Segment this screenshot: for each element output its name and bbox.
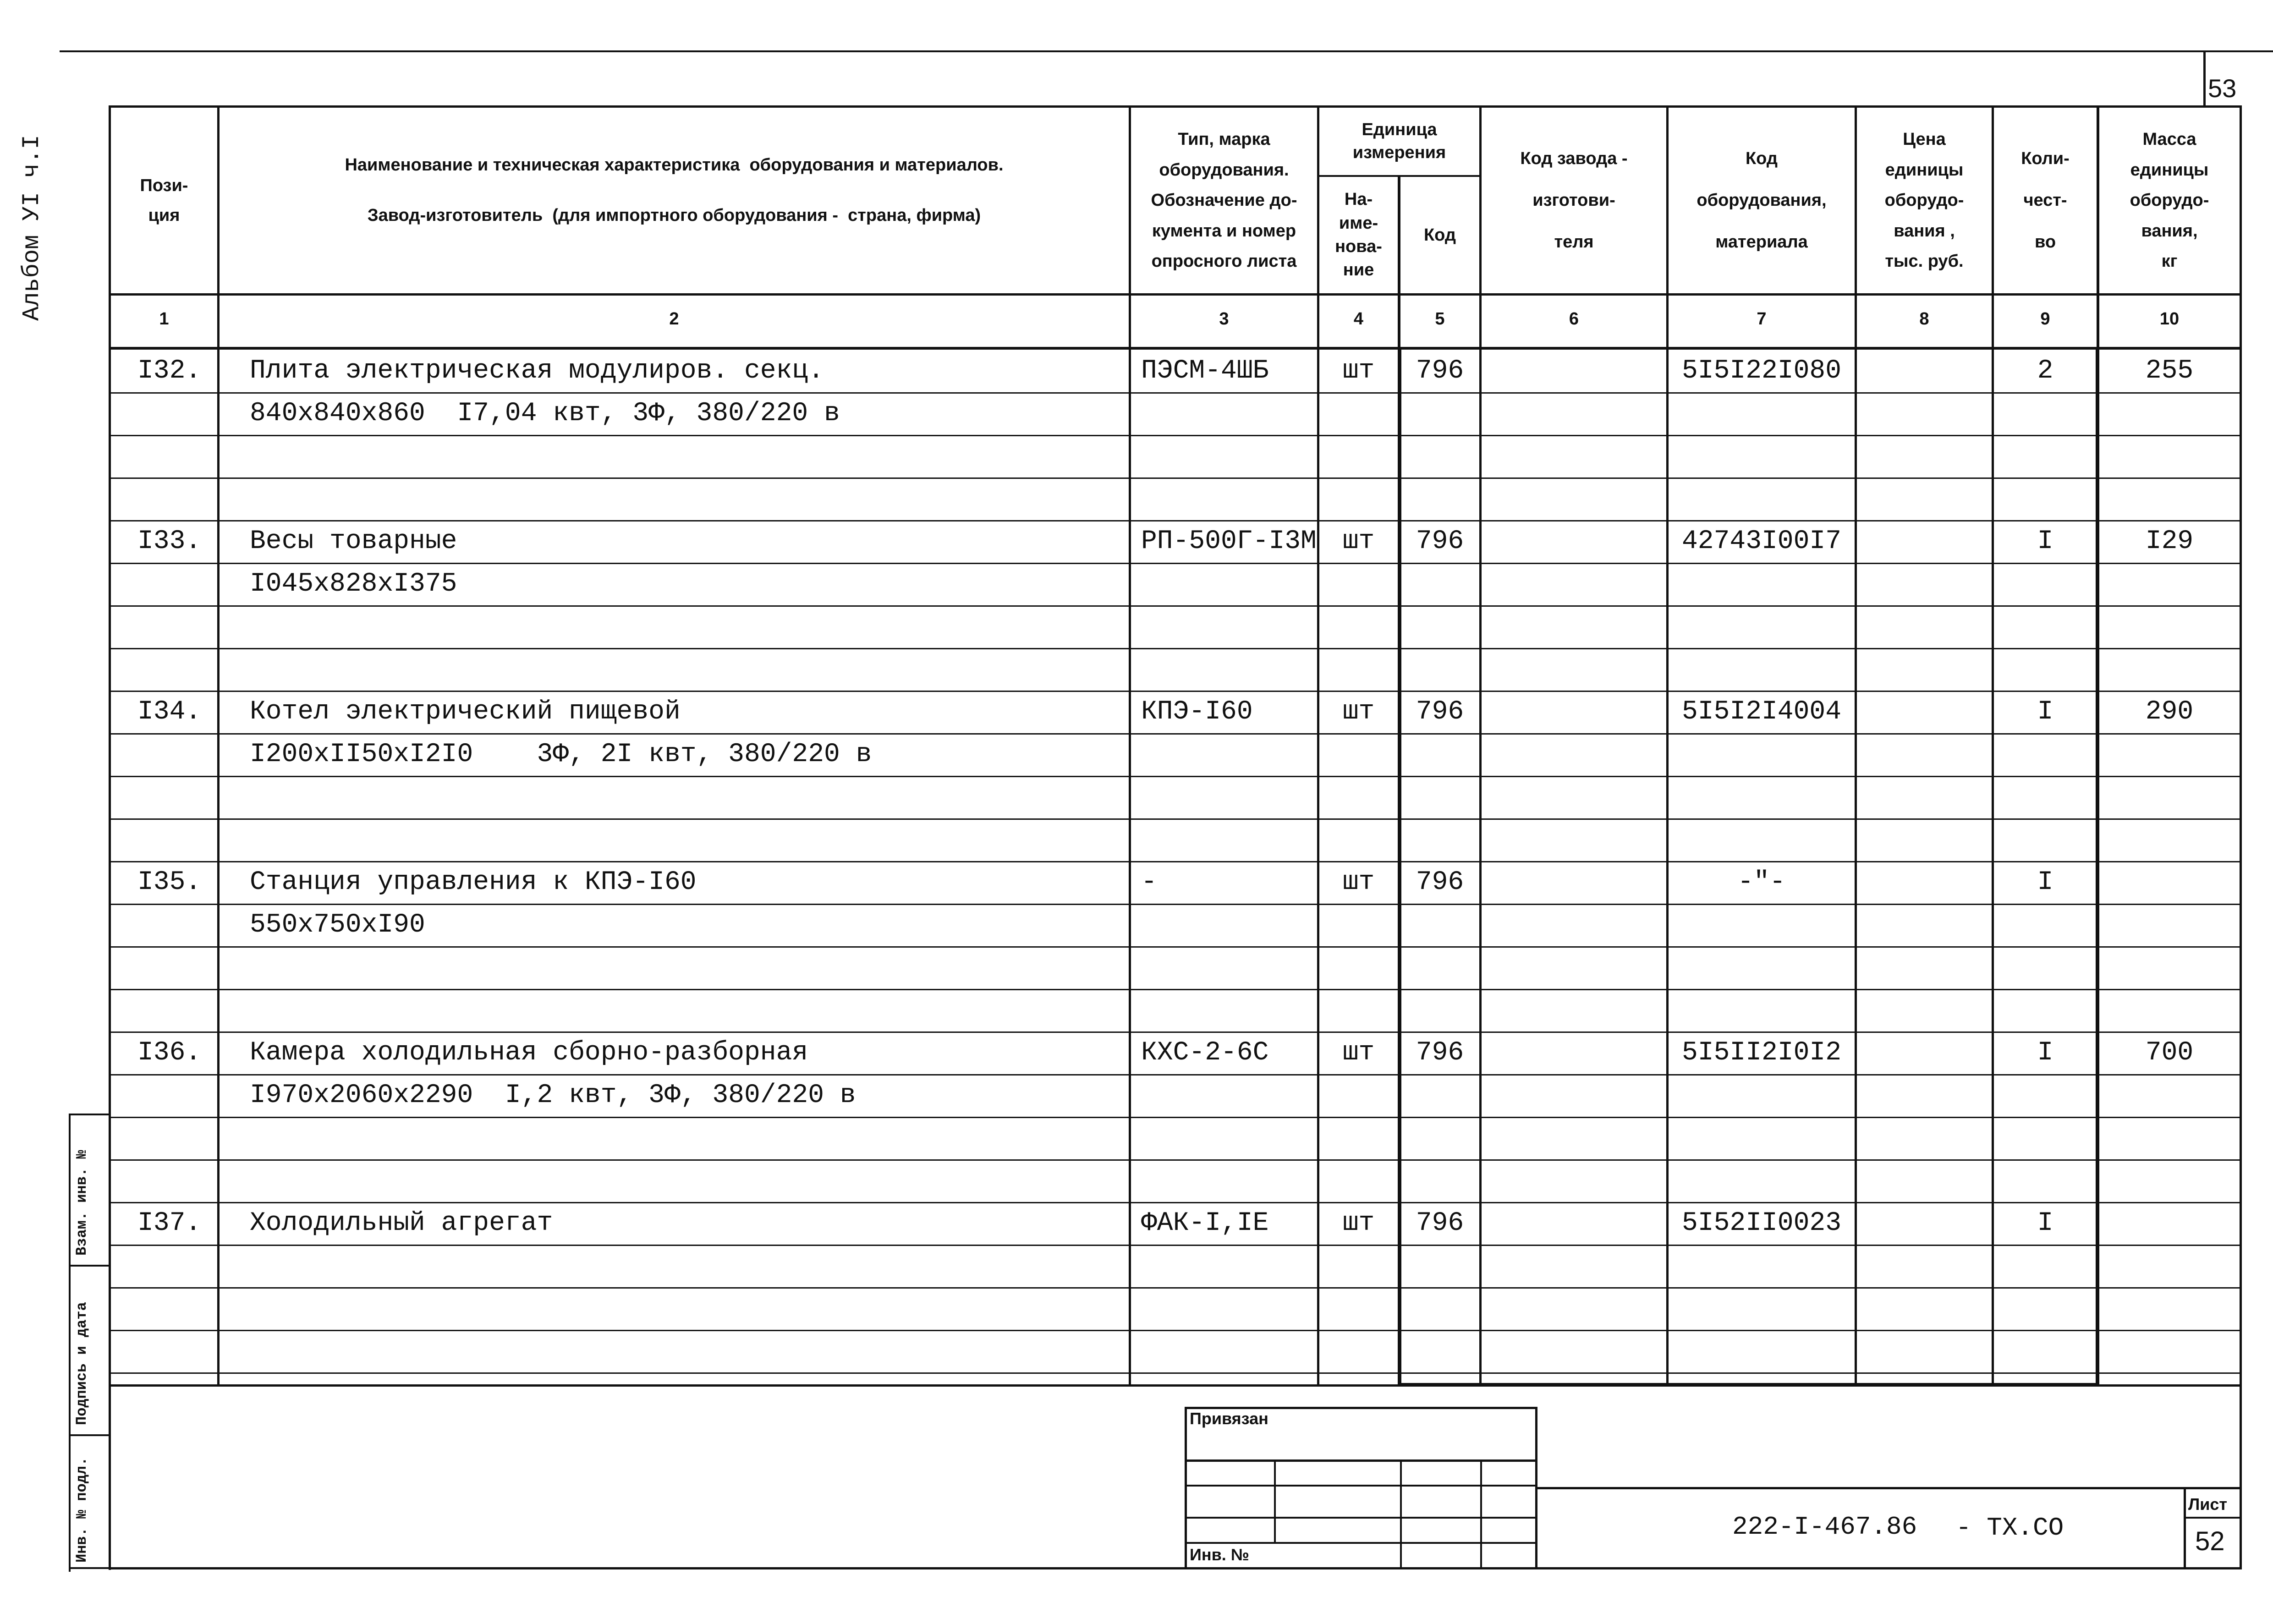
item-spec: 840х840х860 I7,04 квт, 3Ф, 380/220 в	[250, 399, 840, 428]
item-eq-code: 5I5I22I080	[1681, 356, 1842, 386]
margin-strip-h4	[69, 1567, 109, 1569]
header-bottom-line	[109, 293, 2242, 296]
item-qty: I	[2037, 1208, 2053, 1238]
item-spec: I970х2060х2290 I,2 квт, 3Ф, 380/220 в	[250, 1081, 856, 1110]
header-mass: Масса единицы оборудо- вания, кг	[2130, 130, 2209, 271]
album-label: Альбом УI ч.I	[18, 135, 45, 321]
header-factory-code: Код завода - изготови- теля	[1520, 148, 1628, 252]
item-code: 796	[1416, 356, 1464, 386]
item-spec: 550х750хI90	[250, 910, 425, 940]
item-code: 796	[1416, 1208, 1464, 1238]
item-pos: I35.	[137, 867, 202, 897]
row-line	[109, 1245, 2242, 1246]
item-unit: шт	[1342, 867, 1375, 897]
col-num-1: 1	[159, 309, 169, 329]
header-unit-name: На- име- нова- ние	[1335, 190, 1382, 280]
row-line	[109, 1330, 2242, 1331]
item-unit: шт	[1342, 1208, 1375, 1238]
item-pos: I34.	[137, 697, 202, 727]
header-price: Цена единицы оборудо- вания , тыс. руб.	[1884, 130, 1964, 271]
item-qty: I	[2037, 1038, 2053, 1068]
item-qty: I	[2037, 527, 2053, 556]
stamp-h2	[1185, 1485, 1537, 1487]
row-line	[109, 861, 2242, 862]
row-line	[109, 435, 2242, 436]
item-type: РП-500Г-I3М	[1141, 527, 1317, 556]
item-pos: I36.	[137, 1038, 202, 1068]
header-equipment-code: Код оборудования, материала	[1697, 148, 1827, 252]
row-line	[109, 1074, 2242, 1075]
item-code: 796	[1416, 1038, 1464, 1068]
sheet-number: 52	[2195, 1526, 2225, 1556]
row-line	[109, 1287, 2242, 1289]
item-pos: I32.	[137, 356, 202, 386]
item-eq-code: 5I52II0023	[1681, 1208, 1842, 1238]
row-line	[109, 1202, 2242, 1203]
item-mass: 700	[2145, 1038, 2194, 1068]
col-line-2	[1129, 105, 1131, 1387]
sheet-box-left	[2184, 1487, 2186, 1569]
item-eq-code: -"-	[1737, 867, 1786, 897]
frame-bottom	[109, 1567, 2242, 1569]
row-line	[109, 1117, 2242, 1118]
row-line	[109, 818, 2242, 820]
page-number-top: 53	[2208, 74, 2237, 103]
item-unit: шт	[1342, 697, 1375, 727]
row-line	[109, 691, 2242, 692]
item-qty: 2	[2037, 356, 2053, 386]
row-line	[109, 776, 2242, 777]
col-num-6: 6	[1569, 309, 1579, 329]
col-num-9: 9	[2040, 309, 2050, 329]
item-eq-code: 5I5II2I0I2	[1681, 1038, 1842, 1068]
item-name: Холодильный агрегат	[250, 1208, 553, 1238]
page-number-box-left	[2203, 50, 2206, 105]
stamp-v2	[1400, 1459, 1402, 1569]
col-line-1	[217, 105, 220, 1387]
header-name-2: Завод-изготовитель (для импортного оборудования - страна, фирма)	[367, 205, 981, 225]
margin-strip-h1	[69, 1114, 109, 1115]
stamp-h4	[1185, 1542, 1537, 1544]
stamp-v3	[1480, 1459, 1482, 1569]
header-unit-code: Код	[1423, 225, 1456, 245]
item-type: КПЭ-I60	[1141, 697, 1253, 727]
row-line	[109, 392, 2242, 394]
item-name: Станция управления к КПЭ-I60	[250, 867, 697, 897]
col-num-5: 5	[1435, 309, 1445, 329]
col-num-8: 8	[1919, 309, 1929, 329]
row-line	[109, 1372, 2242, 1374]
stamp-v1	[1274, 1459, 1276, 1542]
stamp-h1	[1185, 1459, 1537, 1462]
doc-suffix: - ТХ.СО	[1956, 1513, 2064, 1542]
item-unit: шт	[1342, 356, 1375, 386]
margin-strip-h3	[69, 1434, 109, 1436]
row-line	[109, 648, 2242, 649]
item-eq-code: 42743I00I7	[1681, 527, 1842, 556]
item-mass: 255	[2145, 356, 2194, 386]
frame-right-bottom	[2240, 1387, 2242, 1569]
row-line	[109, 1031, 2242, 1033]
row-line	[109, 946, 2242, 948]
stamp-privyazan-label: Привязан	[1190, 1409, 1268, 1428]
header-position: Пози- ция	[140, 176, 188, 225]
item-name: Весы товарные	[250, 527, 457, 556]
stamp-h3	[1185, 1517, 1537, 1519]
stamp-inv-label: Инв. №	[1190, 1545, 1249, 1564]
item-mass: 290	[2145, 697, 2194, 727]
item-unit: шт	[1342, 527, 1375, 556]
sheet-box-mid	[2184, 1517, 2242, 1519]
frame-left-bottom	[109, 1387, 111, 1570]
top-rule	[60, 50, 2273, 52]
header-type: Тип, марка оборудования. Обозначение до- кумента и номер опросного листа	[1151, 130, 1297, 271]
header-unit: Единица измерения	[1352, 120, 1446, 162]
col-num-10: 10	[2159, 309, 2180, 329]
row-line	[109, 605, 2242, 607]
item-spec: I200хII50хI2I0 3Ф, 2I квт, 380/220 в	[250, 740, 872, 769]
item-type: -	[1141, 867, 1157, 897]
header-name-1: Наименование и техническая характеристика оборудования и материалов.	[345, 155, 1004, 175]
col-num-3: 3	[1219, 309, 1229, 329]
item-type: КХС-2-6С	[1141, 1038, 1269, 1068]
margin-strip-left	[69, 1114, 71, 1572]
header-quantity: Коли- чест- во	[2021, 148, 2070, 252]
item-type: ФАК-I,IЕ	[1141, 1208, 1269, 1238]
item-mass: I29	[2145, 527, 2194, 556]
item-pos: I33.	[137, 527, 202, 556]
row-line	[109, 477, 2242, 479]
row-line	[109, 1159, 2242, 1161]
margin-label-signature: Подпись и дата	[73, 1302, 90, 1425]
row-line	[109, 733, 2242, 735]
item-code: 796	[1416, 867, 1464, 897]
col-num-2: 2	[669, 309, 679, 329]
item-unit: шт	[1342, 1038, 1375, 1068]
row-line	[109, 563, 2242, 564]
sheet-label: Лист	[2188, 1495, 2228, 1514]
margin-label-replace: Взам. инв. №	[73, 1150, 90, 1256]
item-type: ПЭСМ-4ШБ	[1141, 356, 1269, 386]
margin-strip-h2	[69, 1265, 109, 1267]
item-code: 796	[1416, 697, 1464, 727]
item-qty: I	[2037, 867, 2053, 897]
col-num-7: 7	[1757, 309, 1767, 329]
doc-code: 222-I-467.86	[1732, 1512, 1917, 1542]
row-line	[109, 520, 2242, 521]
margin-label-inv: Инв. № подл.	[73, 1457, 90, 1563]
item-spec: I045х828хI375	[250, 569, 457, 599]
item-eq-code: 5I5I2I4004	[1681, 697, 1842, 727]
item-qty: I	[2037, 697, 2053, 727]
row-line	[109, 989, 2242, 990]
row-line	[109, 904, 2242, 905]
col-line-3	[1317, 105, 1319, 1387]
item-name: Котел электрический пищевой	[250, 697, 681, 727]
item-code: 796	[1416, 527, 1464, 556]
item-name: Камера холодильная сборно-разборная	[250, 1038, 808, 1068]
item-name: Плита электрическая модулиров. секц.	[250, 356, 824, 386]
title-block-top	[1537, 1487, 2242, 1489]
item-pos: I37.	[137, 1208, 202, 1238]
col-num-4: 4	[1353, 309, 1364, 329]
